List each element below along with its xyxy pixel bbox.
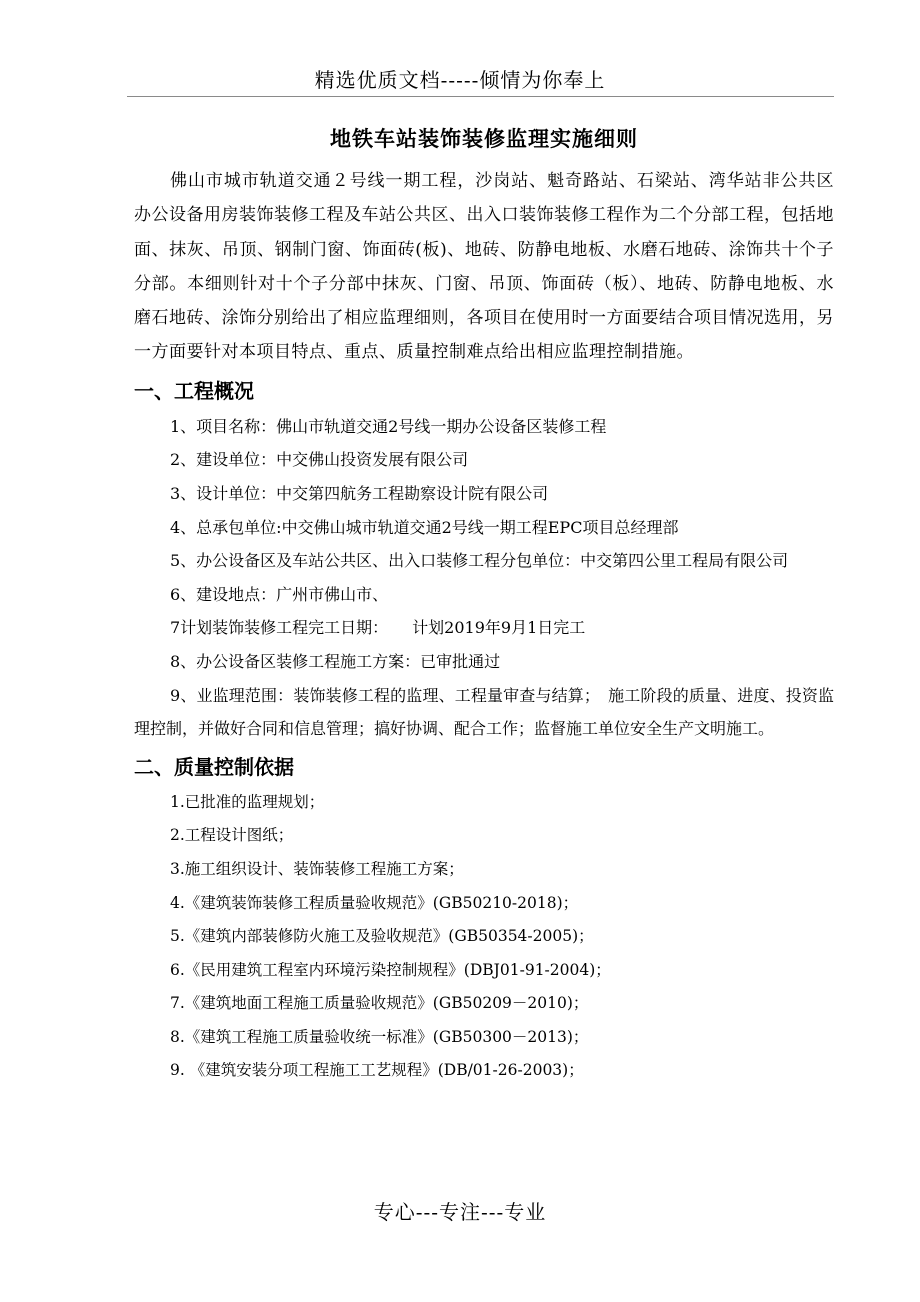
overview-item-7: 7计划装饰装修工程完工日期： 计划2019年9月1日完工 xyxy=(170,618,586,638)
basis-item-7: 7.《建筑地面工程施工质量验收规范》(GB50209－2010)； xyxy=(170,994,589,1013)
basis-item-8: 8.《建筑工程施工质量验收统一标准》(GB50300－2013)； xyxy=(170,1027,589,1046)
overview-item-5: 5、办公设备区及车站公共区、出入口装修工程分包单位：中交第四公里工程局有限公司 xyxy=(170,551,789,571)
basis-item-5: 5.《建筑内部装修防火施工及验收规范》(GB50354-2005)； xyxy=(170,927,594,946)
overview-item-1: 1、项目名称：佛山市轨道交通2号线一期办公设备区装修工程 xyxy=(170,416,607,436)
overview-item-8: 8、办公设备区装修工程施工方案：已审批通过 xyxy=(170,651,501,671)
intro-paragraph: 佛山市城市轨道交通２号线一期工程，沙岗站、魁奇路站、石梁站、湾华站非公共区办公设备用房装饰装修工程及车站公共区、出入口装饰装修工程作为二个分部工程，包括地面、抹灰、吊顶、钢制门窗、饰面砖(板)、地砖、防静电地板、水磨石地砖、涂饰共十个子分部。本细则针对十个子分部中抹灰、门窗、吊顶、饰面砖（板）、地砖、防静电地板、水磨石地砖、涂饰分别给出了相应监理细则，各项目在使用时一方面要结合项目情况选用，另一方面要针对本项目特点、重点、质量控制难点给出相应监理控制措施。 xyxy=(134,171,834,363)
basis-item-1: 1.已批准的监理规划； xyxy=(170,792,325,811)
section-heading-overview: 一、工程概况 xyxy=(134,378,254,403)
document-title: 地铁车站装饰装修监理实施细则 xyxy=(330,126,638,151)
basis-item-4: 4.《建筑装饰装修工程质量验收规范》(GB50210-2018)； xyxy=(170,893,579,912)
basis-item-3: 3.施工组织设计、装饰装修工程施工方案； xyxy=(170,859,464,878)
header-divider xyxy=(127,96,834,97)
overview-item-6: 6、建设地点：广州市佛山市、 xyxy=(170,584,389,604)
basis-item-2: 2.工程设计图纸； xyxy=(170,826,294,845)
overview-item-9: 9、业监理范围：装饰装修工程的监理、工程量审查与结算； 施工阶段的质量、进度、投资监理控制，并做好合同和信息管理；搞好协调、配合工作；监督施工单位安全生产文明施工。 xyxy=(134,685,834,739)
document-body xyxy=(134,112,834,1088)
page-header: 精选优质文档-----倾情为你奉上 xyxy=(314,68,606,92)
overview-item-3: 3、设计单位：中交第四航务工程勘察设计院有限公司 xyxy=(170,483,549,503)
section-heading-quality-basis: 二、质量控制依据 xyxy=(134,754,294,779)
overview-item-4: 4、总承包单位:中交佛山城市轨道交通2号线一期工程EPC项目总经理部 xyxy=(170,517,679,537)
basis-item-6: 6.《民用建筑工程室内环境污染控制规程》(DBJ01-91-2004)； xyxy=(170,960,611,979)
page-footer: 专心---专注---专业 xyxy=(373,1200,547,1224)
basis-item-9: 9. 《建筑安装分项工程施工工艺规程》(DB/01-26-2003)； xyxy=(170,1061,584,1080)
overview-item-2: 2、建设单位：中交佛山投资发展有限公司 xyxy=(170,450,469,470)
